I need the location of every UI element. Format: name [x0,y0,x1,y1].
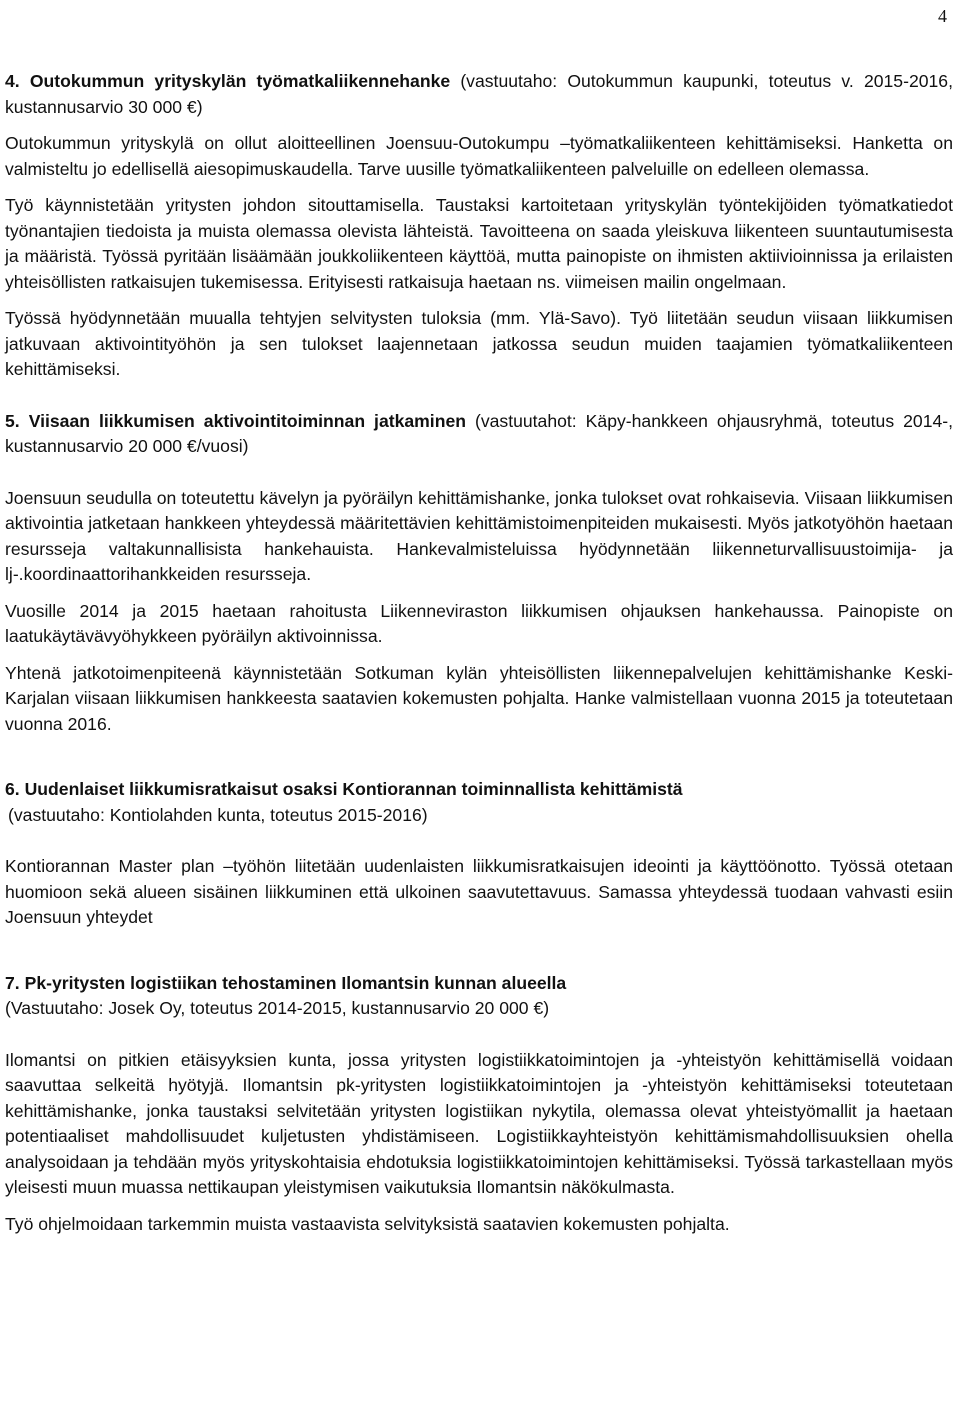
section-meta: (vastuutaho: Kontiolahden kunta, toteutus 2015-2016) [8,804,428,825]
section-4-heading [5,69,953,120]
paragraph: Työ käynnistetään yritysten johdon sitouttamisella. Taustaksi kartoitetaan yrityskylän työntekijöiden työmatkatiedot työnantajien tiedoista ja muista olemassa olevista lähteistä. Tavoitteena on saada yleiskuva liikenteen suuntautumisesta ja määristä. Työssä pyritään lisäämään joukkoliikenteen käyttöä, mutta painopiste on ihmisten aktiivioinnissa ja erilaisten yhteisöllisten ratkaisujen tukemisessa. Erityisesti ratkaisuja haetaan ns. viimeisen mailin ongelmaan. [5,195,953,292]
paragraph: Joensuun seudulla on toteutettu kävelyn ja pyöräilyn kehittämishanke, jonka tulokset ovat rohkaisevia. Viisaan liikkumisen aktivointia jatketaan hankkeen yhteydessä määritettävien kehittämistoimenpiteiden mukaisesti. Myös jatkotyöhön haetaan resursseja valtakunnallisista hankehauista. Hankevalmisteluissa hyödynnetään liikenneturvallisuustoimija- ja lj-.koordinaattorihankkeiden resursseja. [5,487,953,584]
section-meta: (vastuutahot: Käpy-hankkeen ohjausryhmä, toteutus 2014-, kustannusarvio 20 000 €/vuosi) [5,410,954,456]
page-number: 4 [938,6,947,26]
paragraph: Työssä hyödynnetään muualla tehtyjen selvitysten tuloksia (mm. Ylä-Savo). Työ liitetään seudun viisaan liikkumisen jatkuvaan aktivointityöhön ja sen tulokset laajennetaan jatkossa seudun muiden taajamien työmatkaliikenteen kehittämiseksi. [5,308,953,379]
section-number: 7. [5,972,20,993]
section-5-heading [5,409,953,460]
paragraph: Kontiorannan Master plan –työhön liitetään uudenlaisten liikkumisratkaisujen ideointi ja käyttöönotto. Työssä otetaan huomioon sekä alueen sisäinen liikkuminen että ulkoinen saavutettavuus. Samassa yhteydessä tuodaan vahvasti esiin Joensuun yhteydet [5,856,953,927]
paragraph: Outokummun yrityskylä on ollut aloitteellinen Joensuu-Outokumpu –työmatkaliikenteen kehittämiseksi. Hanketta on valmisteltu jo edellisellä aiesopimuskaudella. Tarve uusille työmatkaliikenteen palveluille on edelleen olemassa. [5,133,953,179]
section-number: 4. [5,71,20,91]
section-title: Viisaan liikkumisen aktivointitoiminnan jatkaminen [28,410,466,431]
paragraph: Ilomantsi on pitkien etäisyyksien kunta, jossa yritysten logistiikkatoimintojen ja -yhteistyön kehittämisellä voidaan saavuttaa selkeitä hyötyjä. Ilomantsin pk-yritysten logistiikkatoimintojen ja -yhteistyön kehittämiseksi toteutetaan kehittämishanke, jonka taustaksi selvitetään yritysten logistiikan nykytila, olemassa olevat yhteistyömallit ja haetaan potentiaaliset mahdollisuudet kuljetusten yhdistämiseen. Logistiikkayhteistyön kehittämismahdollisuuksien ohella analysoidaan ja tehdään myös yrityskohtaisia ehdotuksia logistiikkatoimintojen kehittämiseksi. Työssä tarkastellaan myös yleisesti muun muassa nettikaupan yleistymisen vaikutuksia Ilomantsin näkökulmasta. [5,1049,953,1197]
section-meta: (vastuutaho: Outokummun kaupunki, toteutus v. 2015-2016, kustannusarvio 30 000 €) [5,71,953,117]
section-title: Pk-yritysten logistiikan tehostaminen Ilomantsin kunnan alueella [24,972,567,993]
paragraph: Vuosille 2014 ja 2015 haetaan rahoitusta Liikenneviraston liikkumisen ohjauksen hankehaussa. Painopiste on laatukäytävävyöhykkeen pyöräilyn aktivoinnissa. [5,600,953,646]
section-number: 6. [5,779,20,799]
section-meta: (Vastuutaho: Josek Oy, toteutus 2014-2015, kustannusarvio 20 000 €) [5,998,550,1018]
section-title: Outokummun yrityskylän työmatkaliikennehanke [29,71,451,91]
section-7-heading [5,971,953,997]
section-number: 5. [5,410,20,431]
section-6-heading [5,777,953,803]
section-title: Uudenlaiset liikkumisratkaisut osaksi Kontiorannan toiminnallista kehittämistä [24,779,683,799]
paragraph: Yhtenä jatkotoimenpiteenä käynnistetään Sotkuman kylän yhteisöllisten liikennepalvelujen kehittämishanke Keski-Karjalan viisaan liikkumisen hankkeesta saatavien kokemusten pohjalta. Hanke valmistellaan vuonna 2015 ja toteutetaan vuonna 2016. [5,662,953,734]
paragraph: Työ ohjelmoidaan tarkemmin muista vastaavista selvityksistä saatavien kokemusten pohjalta. [5,1213,730,1234]
document-body [5,69,953,1237]
